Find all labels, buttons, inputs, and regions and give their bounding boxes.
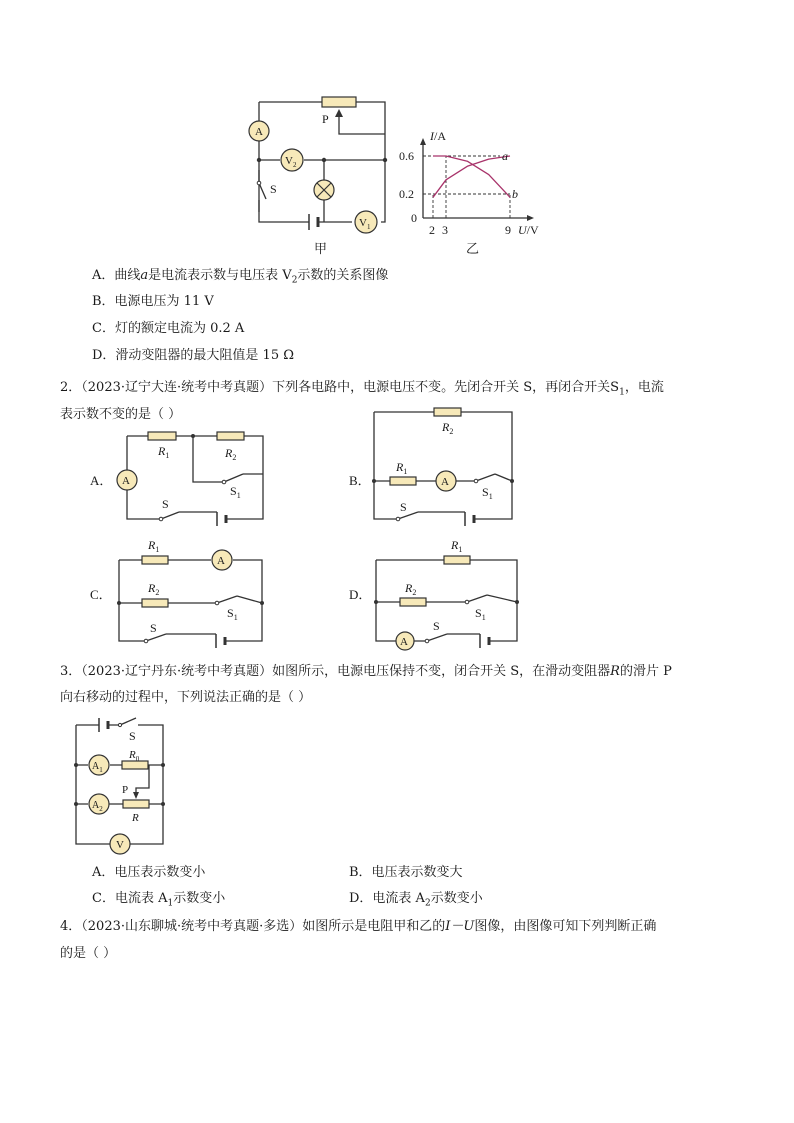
svg-text:R2: $R_2$ (148, 581, 160, 597)
q3-slider-label: P (122, 784, 129, 796)
y-tick-02: 0.2 (399, 187, 414, 201)
x-tick-3: 3 (442, 223, 448, 237)
q3-voltmeter-label: V (116, 839, 124, 851)
figure-caption-jia: 甲 (314, 241, 328, 256)
y-axis-label: I/A (430, 129, 446, 143)
svg-text:R2: $R_2$ (225, 446, 237, 462)
svg-text:S1: $S_1$ (475, 606, 486, 622)
x-axis-label: U/V (518, 223, 539, 237)
svg-text:S: S (400, 500, 407, 514)
svg-text:R1: $R_1$ (451, 538, 463, 554)
svg-text:A: A (441, 476, 449, 488)
svg-text:R2: $R_2$ (405, 581, 417, 597)
q3-option-c[interactable]: C．电流表 $A_1$示数变小 (92, 891, 226, 909)
svg-text:S: S (150, 621, 157, 635)
q2-stem-line1: 2．（2023·辽宁大连·统考中考真题）下列各电路中，电源电压不变。先闭合开关 S，再闭合开关$S_1$，电流 (60, 380, 664, 398)
svg-text:A: A (217, 555, 225, 567)
v1-label: $V_1$ (359, 217, 371, 231)
x-tick-2: 2 (429, 223, 435, 237)
q2-label-d: D． (349, 587, 372, 602)
q3-option-b[interactable]: B．电压表示数变大 (349, 865, 463, 880)
q3-switch-label: S (129, 729, 136, 743)
svg-text:R1: $R_1$ (148, 538, 160, 554)
q2-stem-line2: 表示数不变的是（ ） (60, 407, 182, 422)
svg-text:S: S (162, 497, 169, 511)
curve-a-label: a (502, 149, 508, 163)
q1-option-d[interactable]: D．滑动变阻器的最大阻值是 15 Ω (92, 348, 295, 363)
q3-stem-line2: 向右移动的过程中，下列说法正确的是（ ） (60, 690, 312, 705)
q1-option-a[interactable]: A．曲线a是电流表示数与电压表 $V_2$示数的关系图像 (92, 268, 389, 286)
svg-text:S1: $S_1$ (230, 484, 241, 500)
q3-option-a[interactable]: A．电压表示数变小 (92, 865, 206, 880)
v2-label: $V_2$ (285, 155, 297, 169)
svg-text:A: A (400, 636, 408, 648)
q3-stem-line1: 3．（2023·辽宁丹东·统考中考真题）如图所示，电源电压保持不变，闭合开关 S，在滑动变阻器R的滑片 P (60, 664, 672, 679)
switch-label: S (270, 182, 277, 196)
q3-a2-label: $A_2$ (92, 800, 103, 813)
q4-stem-line2: 的是（ ） (60, 946, 117, 961)
q3-r0-label: $R_0$ (129, 749, 140, 763)
q3-a1-label: $A_1$ (92, 761, 103, 774)
svg-text:S: S (433, 619, 440, 633)
y-tick-06: 0.6 (399, 149, 414, 163)
svg-text:R1: $R_1$ (396, 460, 408, 476)
ammeter-label: A (255, 126, 263, 138)
slider-label: P (322, 112, 329, 126)
svg-text:S1: $S_1$ (482, 485, 493, 501)
svg-text:R1: $R_1$ (158, 444, 170, 460)
q1-option-b[interactable]: B．电源电压为 11 V (92, 294, 214, 309)
q1-option-c[interactable]: C．灯的额定电流为 0.2 A (92, 321, 245, 336)
curve-b-label: b (512, 187, 518, 201)
q2-label-b: B． (349, 473, 371, 488)
q2-label-a: A． (90, 473, 113, 488)
q3-option-d[interactable]: D．电流表 $A_2$示数变小 (349, 891, 483, 909)
svg-text:A: A (122, 475, 130, 487)
svg-text:S1: $S_1$ (227, 606, 238, 622)
x-tick-9: 9 (505, 223, 511, 237)
q3-r-label: R (132, 812, 139, 824)
q2-label-c: C． (90, 587, 112, 602)
svg-text:R2: $R_2$ (442, 420, 454, 436)
origin-label: 0 (411, 211, 417, 225)
figure-caption-yi: 乙 (466, 241, 480, 256)
q4-stem-line1: 4．（2023·山东聊城·统考中考真题·多选）如图所示是电阻甲和乙的I－U图像，由图像可知下列判断正确 (60, 919, 657, 934)
